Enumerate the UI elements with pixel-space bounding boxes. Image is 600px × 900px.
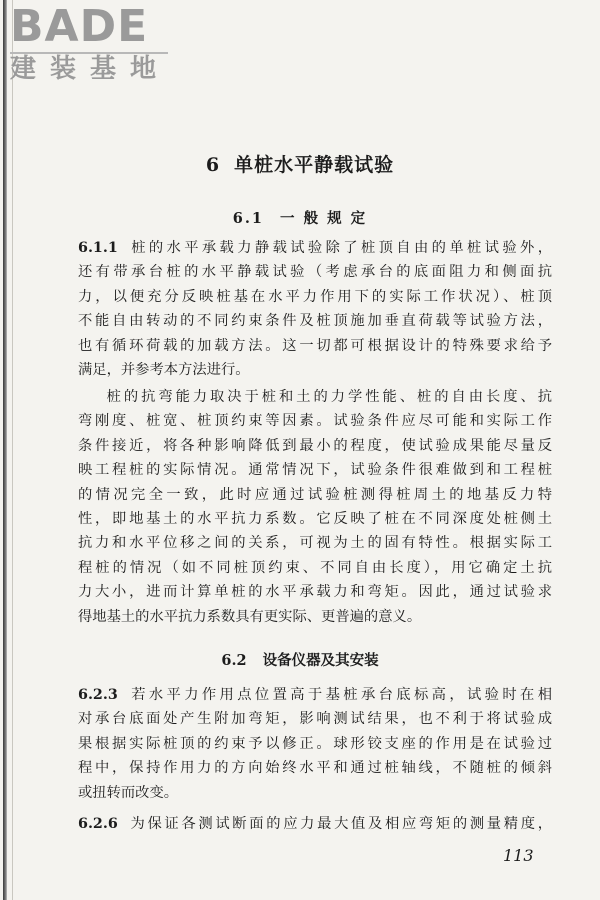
text-line: 若水平力作用点位置高于基桩承台底标高，试验时在相 [127, 687, 552, 703]
text-line: 得地基土的水平抗力系数具有更实际、更普遍的意义。 [78, 608, 422, 625]
clause-6-2-6 [78, 812, 552, 836]
chapter-number: 6 [205, 154, 221, 176]
text-line: 条件接近，将各种影响降低到最小的程度，使试验成果能尽量反 [78, 437, 552, 454]
text-line: 满足，并参考本方法进行。 [78, 362, 250, 379]
text-line: 桩的抗弯能力取决于桩和土的力学性能、桩的自由长度、抗 [106, 389, 552, 405]
section-number: 6.1 [232, 210, 265, 227]
text-line: 桩的水平承载力静载试验除了桩顶自由的单桩试验外， [127, 240, 552, 256]
watermark-logo [10, 1, 171, 84]
section-title: 设备仪器及其安装 [262, 652, 379, 669]
section-heading-6-2 [0, 649, 600, 670]
logo-word: BADE [10, 1, 149, 52]
text-line: 弯刚度、桩宽、桩顶约束等因素。试验条件应尽可能和实际工作 [78, 413, 552, 430]
logo-subtitle: 建装基地 [10, 54, 171, 84]
chapter-heading [0, 150, 600, 177]
text-line: 力大小，进而计算单桩的水平承载力和弯矩。因此，通过试验求 [78, 584, 552, 601]
clause-6-1-1 [78, 236, 552, 382]
text-line: 为保证各测试断面的应力最大值及相应弯矩的测量精度， [127, 816, 552, 832]
text-line: 果根据实际桩顶的约束予以修正。球形铰支座的作用是在试验过 [78, 735, 552, 752]
clause-number: 6.2.6 [78, 816, 118, 832]
book-spine-shadow [3, 0, 7, 900]
text-line: 对承台底面处产生附加弯矩，影响测试结果，也不利于将试验成 [78, 711, 552, 728]
clause-number: 6.2.3 [78, 687, 118, 703]
section-heading-6-1 [0, 207, 600, 228]
text-line: 也有循环荷载的加载方法。这一切都可根据设计的特殊要求给予 [78, 337, 552, 354]
clause-number: 6.1.1 [78, 240, 118, 256]
text-line: 程桩的情况（如不同桩顶约束、不同自由长度），用它确定土抗 [78, 559, 552, 576]
text-line: 不能自由转动的不同约束条件及桩顶施加垂直荷载等试验方法， [78, 313, 552, 330]
clause-6-2-3 [78, 683, 552, 805]
section-title: 一 般 规 定 [280, 210, 368, 227]
page-number: 113 [503, 846, 534, 865]
text-line: 的情况完全一致，此时应通过试验桩测得桩周土的地基反力特 [78, 486, 552, 503]
text-line: 性，即地基土的水平抗力系数。它反映了桩在不同深度处桩侧土 [78, 511, 552, 528]
paragraph-bending-capacity [78, 385, 552, 629]
page-edge-line [12, 0, 13, 900]
text-line: 映工程桩的实际情况。通常情况下，试验条件很难做到和工程桩 [78, 462, 552, 479]
text-line: 抗力和水平位移之间的关系，可视为土的固有特性。根据实际工 [78, 535, 552, 552]
text-line: 还有带承台桩的水平静载试验（考虑承台的底面阻力和侧面抗 [78, 264, 552, 281]
chapter-title: 单桩水平静载试验 [234, 154, 395, 176]
text-line: 程中，保持作用力的方向始终水平和通过桩轴线，不随桩的倾斜 [78, 760, 552, 777]
text-line: 力，以便充分反映桩基在水平力作用下的实际工作状况）、桩顶 [78, 288, 552, 305]
logo-underline [10, 52, 168, 54]
section-number: 6.2 [221, 652, 247, 669]
text-line: 或扭转而改变。 [78, 784, 179, 801]
